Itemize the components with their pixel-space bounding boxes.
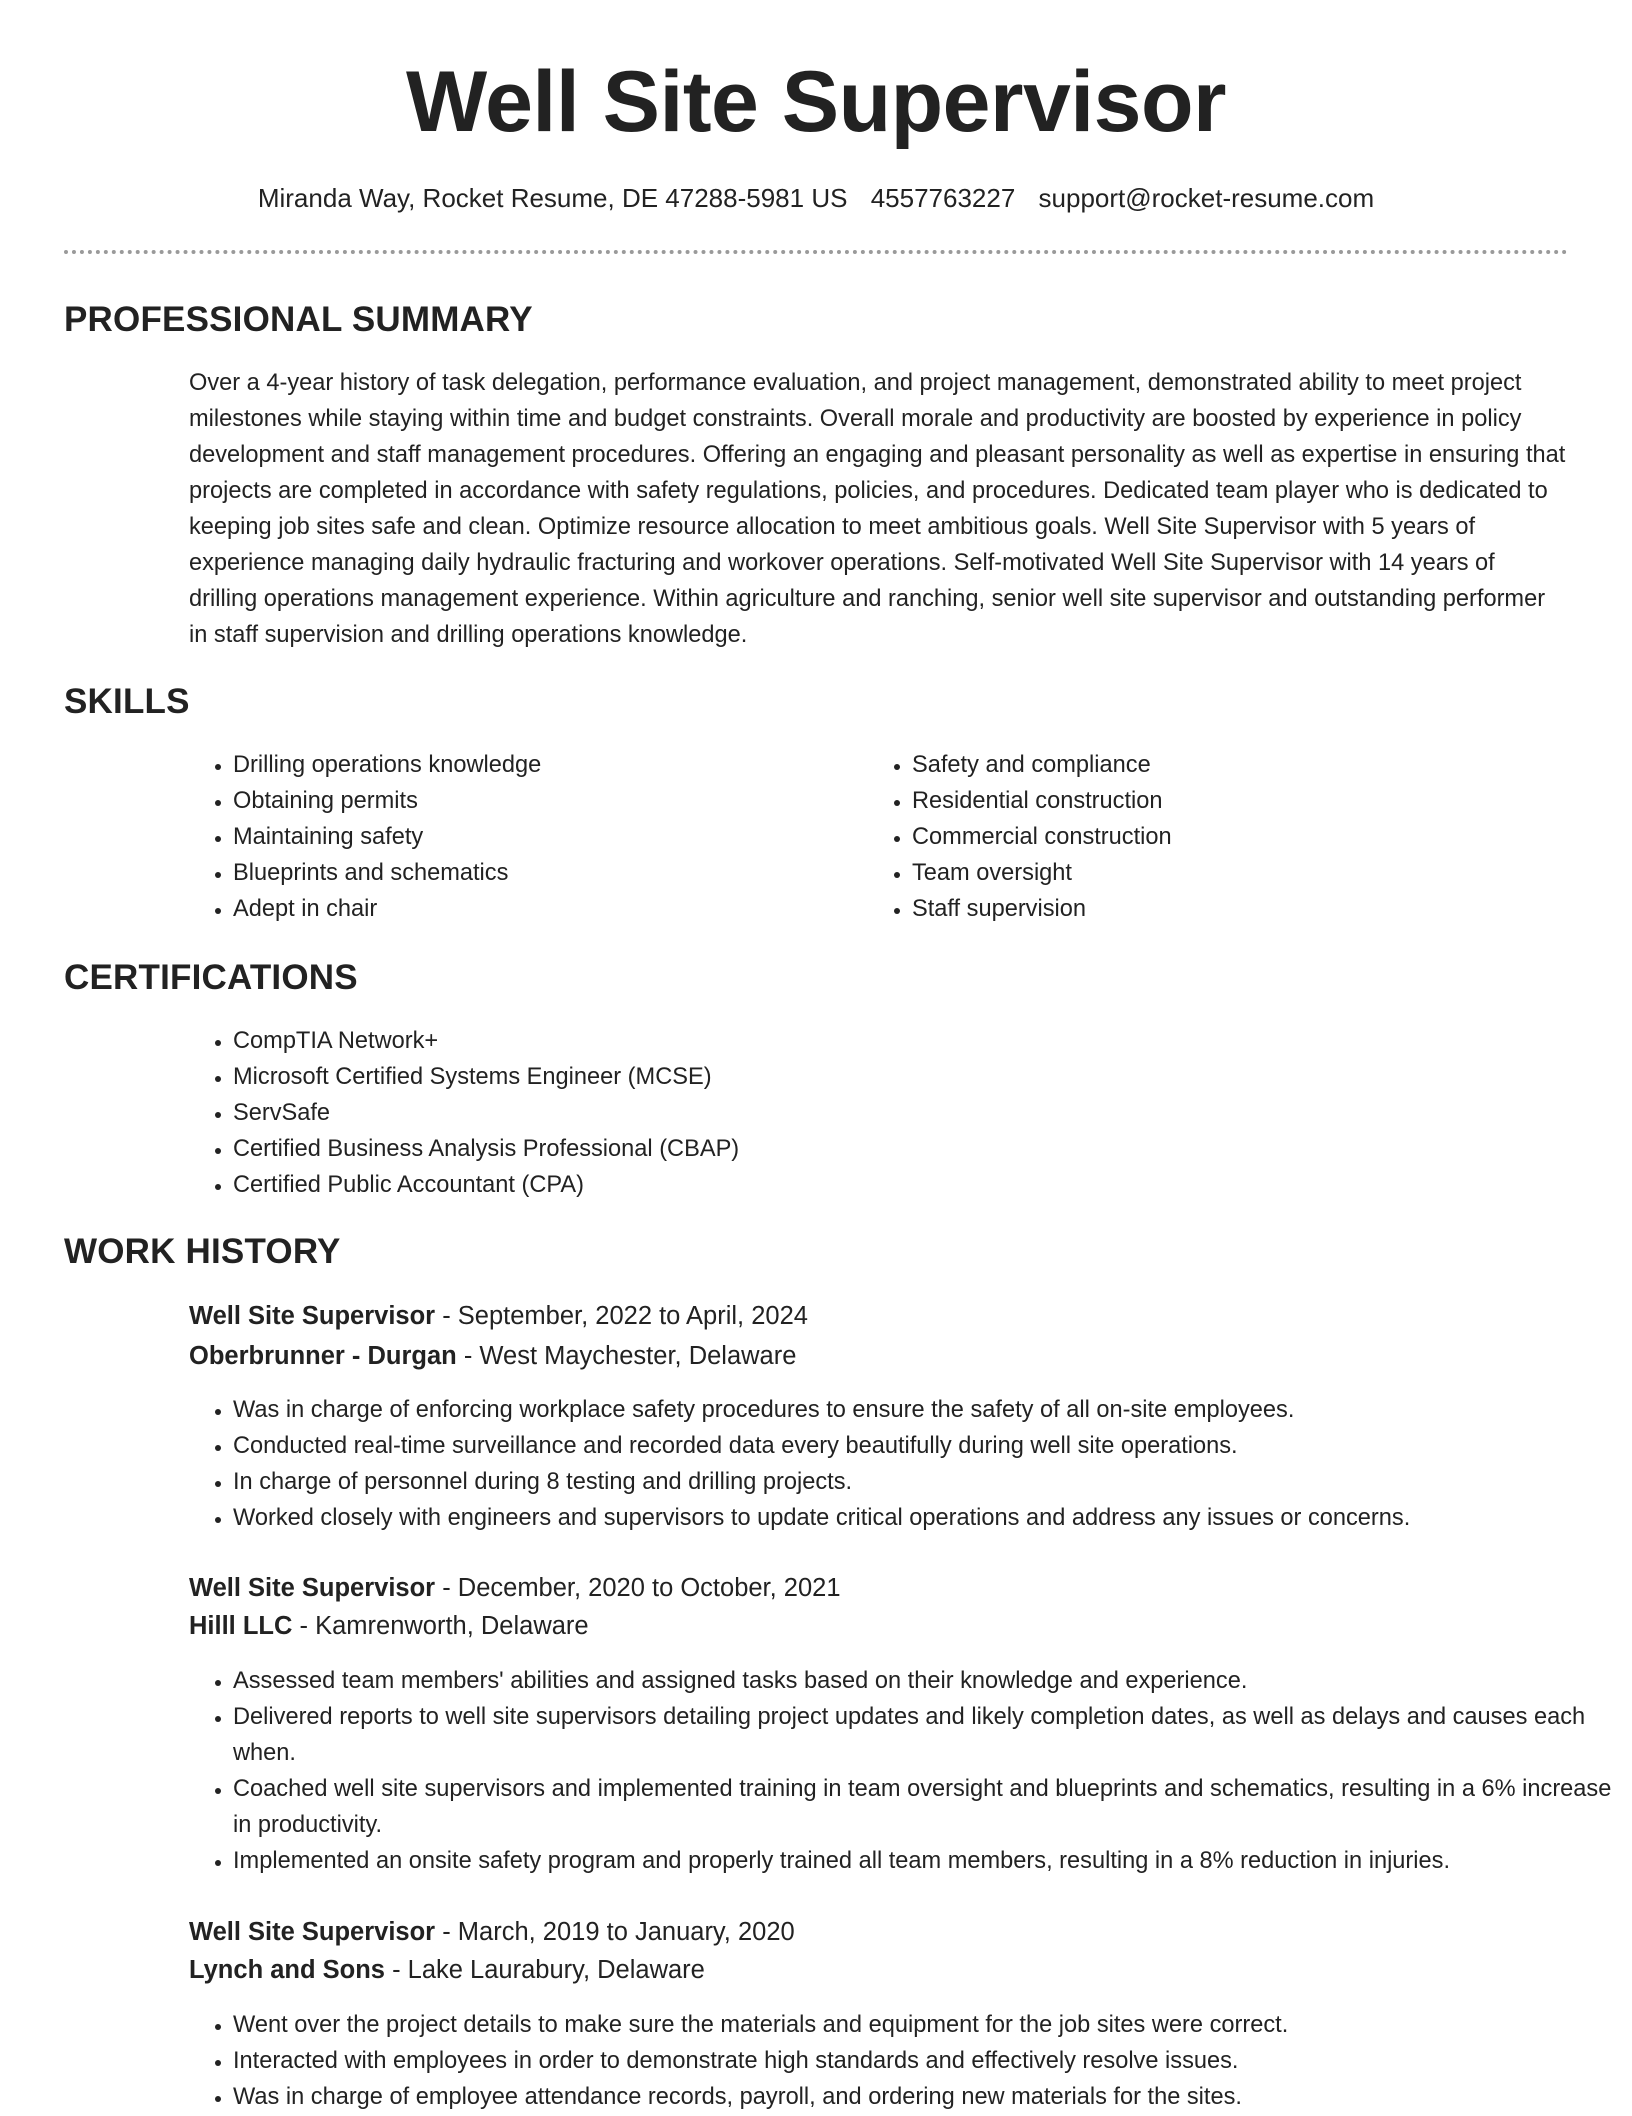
skill-item: • Blueprints and schematics [233,855,833,891]
skills-list-left [189,747,833,927]
job-bullet: • Assessed team members' abilities and assigned tasks based on their knowledge and experience. [233,1663,1613,1699]
certification-item: • Microsoft Certified Systems Engineer (MCSE) [233,1059,1533,1095]
contact-phone: 4557763227 [870,183,1016,213]
certification-item: • Certified Business Analysis Professional (CBAP) [233,1131,1533,1167]
contact-email: support@rocket-resume.com [1038,183,1375,213]
job-bullet: • Implemented an onsite safety program and properly trained all team members, resulting in a 8% reduction in injuries. [233,1843,1613,1879]
job-location: - Lake Laurabury, Delaware [385,1956,705,1984]
job-company: Lynch and Sons [189,1956,385,1984]
contact-line [0,180,1632,216]
summary-heading: PROFESSIONAL SUMMARY [64,300,533,339]
job-bullet: • In charge of personnel during 8 testing and drilling projects. [233,1464,1613,1500]
job-dates: - September, 2022 to April, 2024 [435,1302,808,1330]
resume-name: Well Site Supervisor [405,54,1227,150]
skill-item: • Team oversight [912,855,1512,891]
job-bullet: • Worked closely with engineers and supervisors to update critical operations and address any issues or concerns. [233,1500,1613,1536]
job-company-line [189,1608,589,1644]
header-divider [64,250,1568,254]
job-bullet: • Was in charge of employee attendance records, payroll, and ordering new materials for the sites. [233,2079,1613,2115]
summary-text: Over a 4-year history of task delegation, performance evaluation, and project management, demonstrated ability to meet project milestones while staying within time and budget constraints. Overall morale and productivity are boosted by experience in policy development and staff management procedures. Offering an engaging and pleasant personality as well as expertise in ensuring that projects are completed in accordance with safety regulations, policies, and procedures. Dedicated team player who is dedicated to keeping job sites safe and clean. Optimize resource allocation to meet ambitious goals. Well Site Supervisor with 5 years of experience managing daily hydraulic fracturing and workover operations. Self-motivated Well Site Supervisor with 14 years of drilling operations management experience. Within agriculture and ranching, senior well site supervisor and outstanding performer in staff supervision and drilling operations knowledge. [189,370,1566,648]
job-bullet: • Conducted real-time surveillance and recorded data every beautifully during well site operations. [233,1428,1613,1464]
certification-item: • Certified Public Accountant (CPA) [233,1167,1533,1203]
contact-address: Miranda Way, Rocket Resume, DE 47288-5981 US [257,183,848,213]
job-company: Hilll LLC [189,1612,293,1640]
job-title-line [189,1298,808,1334]
job-bullet: • Coached well site supervisors and implemented training in team oversight and blueprints and schematics, resulting in a 6% increase in productivity. [233,1771,1613,1843]
job-dates: - March, 2019 to January, 2020 [435,1918,795,1946]
skill-item: • Staff supervision [912,891,1512,927]
job-bullets [189,1392,1613,1536]
skill-item: • Safety and compliance [912,747,1512,783]
job-company: Oberbrunner - Durgan [189,1342,457,1370]
job-bullet: • Delivered reports to well site supervisors detailing project updates and likely completion dates, as well as delays and causes each when. [233,1699,1613,1771]
job-dates: - December, 2020 to October, 2021 [435,1574,841,1602]
job-bullet: • Interacted with employees in order to demonstrate high standards and effectively resolve issues. [233,2043,1613,2079]
certifications-heading: CERTIFICATIONS [64,958,358,997]
job-bullet: • Went over the project details to make sure the materials and equipment for the job sites were correct. [233,2007,1613,2043]
certification-item: • ServSafe [233,1095,1533,1131]
job-company-line [189,1338,796,1374]
skill-item: • Maintaining safety [233,819,833,855]
skill-item: • Obtaining permits [233,783,833,819]
certifications-list [189,1023,1533,1203]
job-title-line [189,1914,795,1950]
job-title-line [189,1570,841,1606]
skills-list-right [868,747,1512,927]
job-location: - West Maychester, Delaware [456,1342,797,1370]
job-bullets [189,1663,1613,1879]
job-title: Well Site Supervisor [189,1302,436,1330]
job-company-line [189,1952,705,1988]
certification-item: • CompTIA Network+ [233,1023,1533,1059]
job-bullets [189,2007,1613,2115]
skill-item: • Drilling operations knowledge [233,747,833,783]
skills-heading: SKILLS [64,682,190,721]
skill-item: • Commercial construction [912,819,1512,855]
job-title: Well Site Supervisor [189,1918,436,1946]
job-title: Well Site Supervisor [189,1574,436,1602]
skill-item: • Adept in chair [233,891,833,927]
work-history-heading: WORK HISTORY [64,1232,341,1271]
job-bullet: • Was in charge of enforcing workplace safety procedures to ensure the safety of all on-site employees. [233,1392,1613,1428]
skill-item: • Residential construction [912,783,1512,819]
job-location: - Kamrenworth, Delaware [292,1612,589,1640]
